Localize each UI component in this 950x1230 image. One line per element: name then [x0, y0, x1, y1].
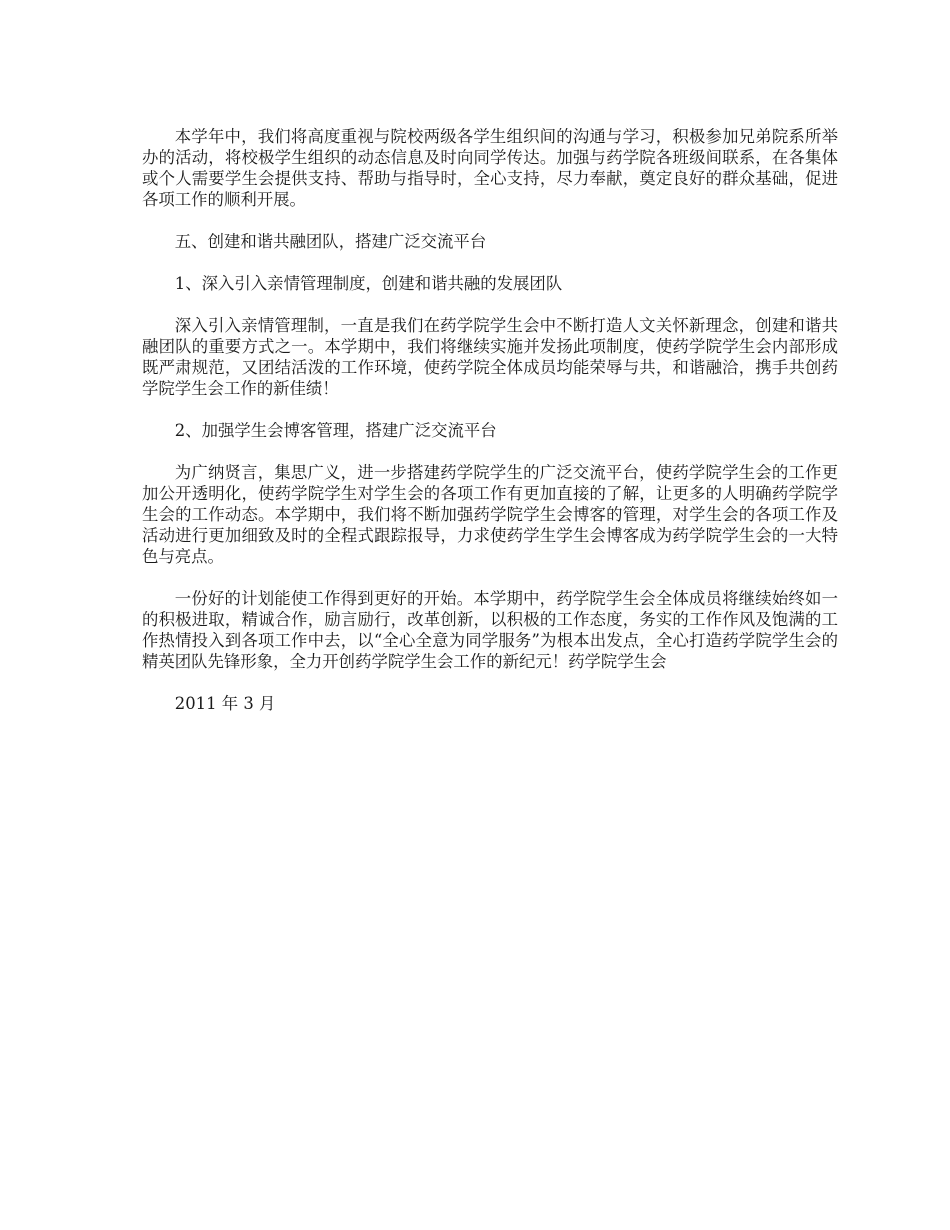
paragraph-conclusion: 一份好的计划能使工作得到更好的开始。本学期中，药学院学生会全体成员将继续始终如一的积极进取，精诚合作，励言励行，改革创新，以积极的工作态度，务实的工作作风及饱满的工作热情投入到各项工作中去，以“全心全意为同学服务”为根本出发点，全心打造药学院学生会的精英团队先锋形象，全力开创药学院学生会工作的新纪元！药学院学生会: [142, 589, 838, 671]
section-heading-five: 五、创建和谐共融团队，搭建广泛交流平台: [174, 232, 487, 251]
paragraph-family-management: 深入引入亲情管理制，一直是我们在药学院学生会中不断打造人文关怀新理念，创建和谐共融团队的重要方式之一。本学期中，我们将继续实施并发扬此项制度，使药学院学生会内部形成既严肃规范，又团结活泼的工作环境，使药学院全体成员均能荣辱与共，和谐融洽，携手共创药学院学生会工作的新佳绩！: [142, 316, 838, 398]
document-date: 2011 年 3 月: [174, 694, 276, 713]
subheading-one: 1、深入引入亲情管理制度，创建和谐共融的发展团队: [174, 274, 563, 293]
paragraph-cooperation: 本学年中，我们将高度重视与院校两级各学生组织间的沟通与学习，积极参加兄弟院系所举办的活动，将校极学生组织的动态信息及时向同学传达。加强与药学院各班级间联系，在各集体或个人需要学生会提供支持、帮助与指导时，全心支持，尽力奉献，奠定良好的群众基础，促进各项工作的顺利开展。: [142, 127, 838, 209]
subheading-two: 2、加强学生会博客管理，搭建广泛交流平台: [174, 421, 497, 440]
paragraph-blog-management: 为广纳贤言，集思广义，进一步搭建药学院学生的广泛交流平台，使药学院学生会的工作更加公开透明化，使药学院学生对学生会的各项工作有更加直接的了解，让更多的人明确药学院学生会的工作动态。本学期中，我们将不断加强药学院学生会博客的管理，对学生会的各项工作及活动进行更加细致及时的全程式跟踪报导，力求使药学生学生会博客成为药学院学生会的一大特色与亮点。: [142, 463, 838, 566]
